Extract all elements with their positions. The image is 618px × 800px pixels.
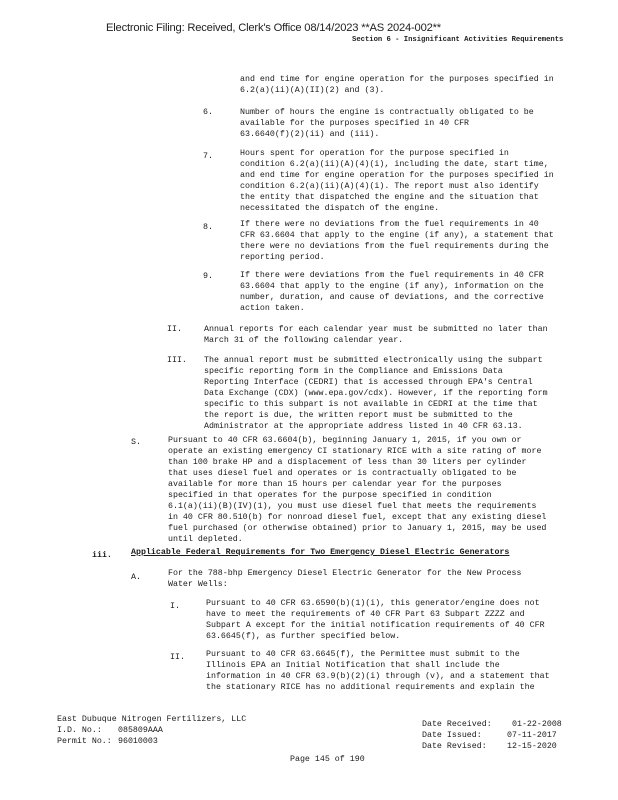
item-number: II. xyxy=(167,325,182,334)
text-line: Water Wells: xyxy=(168,580,228,589)
text-line: 6.2(a)(ii)(A)(II)(2) and (3). xyxy=(240,86,385,95)
text-line: specific reporting form in the Compliance and Emissions Data xyxy=(204,367,503,376)
text-line: Reporting Interface (CEDRI) that is accessed through EPA's Central xyxy=(204,378,533,387)
text-line: and end time for engine operation for the purposes specified in xyxy=(240,75,554,84)
text-line: specific to this subpart is not available in CEDRI at the time that xyxy=(204,400,538,409)
text-line: Data Exchange (CDX) (www.epa.gov/cdx). However, if the reporting form xyxy=(204,389,548,398)
text-line: available for more than 15 hours per calendar year for the purposes xyxy=(168,480,502,489)
text-line: March 31 of the following calendar year. xyxy=(204,336,404,345)
text-line: the entity that dispatched the engine and the situation that xyxy=(240,193,539,202)
text-line: If there were deviations from the fuel requirements in 40 CFR xyxy=(240,271,544,280)
text-line: Pursuant to 40 CFR 63.6604(b), beginning January 1, 2015, if you own or xyxy=(168,436,522,445)
date-received-label: Date Received: xyxy=(422,720,492,729)
text-line: Pursuant to 40 CFR 63.6645(f), the Permittee must submit to the xyxy=(206,650,520,659)
item-number: A. xyxy=(131,573,141,582)
permit-value: 96010003 xyxy=(118,737,158,746)
text-line: necessitated the dispatch of the engine. xyxy=(240,204,440,213)
text-line: action taken. xyxy=(240,304,305,313)
id-value: 085809AAA xyxy=(118,726,163,735)
text-line: Hours spent for operation for the purpose specified in xyxy=(240,149,509,158)
text-line: than 100 brake HP and a displacement of less than 30 liters per cylinder xyxy=(168,458,527,467)
text-line: Illinois EPA an Initial Notification that shall include the xyxy=(206,661,500,670)
text-line: 63.6604 that apply to the engine (if any), information on the xyxy=(240,282,544,291)
item-number: 6. xyxy=(203,108,213,117)
date-revised-value: 12-15-2020 xyxy=(507,742,557,751)
text-line: For the 788-bhp Emergency Diesel Electric Generator for the New Process xyxy=(168,569,522,578)
text-line: operate an existing emergency CI stationary RICE with a site rating of more xyxy=(168,447,542,456)
date-issued-value: 07-11-2017 xyxy=(507,731,557,740)
id-label: I.D. No.: xyxy=(57,726,102,735)
date-issued-label: Date Issued: xyxy=(422,731,482,740)
text-line: information in 40 CFR 63.9(b)(2)(i) through (v), and a statement that xyxy=(206,672,550,681)
section-heading: Applicable Federal Requirements for Two Emergency Diesel Electric Generators xyxy=(131,548,510,557)
date-revised-label: Date Revised: xyxy=(422,742,487,751)
text-line: there were no deviations from the fuel requirements during the xyxy=(240,242,549,251)
text-line: the stationary RICE has no additional requirements and explain the xyxy=(206,683,535,692)
item-number: II. xyxy=(170,653,185,662)
text-line: that uses diesel fuel and operates or is contractually obligated to be xyxy=(168,469,517,478)
text-line: condition 6.2(a)(ii)(A)(4)(i), including the date, start time, xyxy=(240,160,549,169)
page-number: Page 145 of 190 xyxy=(290,755,365,764)
text-line: CFR 63.6604 that apply to the engine (if any), a statement that xyxy=(240,231,554,240)
text-line: the report is due, the written report must be submitted to the xyxy=(204,411,513,420)
item-number: S. xyxy=(131,438,141,447)
item-number: 8. xyxy=(203,223,213,232)
text-line: fuel purchased (or otherwise obtained) prior to January 1, 2015, may be used xyxy=(168,524,547,533)
text-line: Number of hours the engine is contractually obligated to be xyxy=(240,108,534,117)
text-line: Pursuant to 40 CFR 63.6590(b)(1)(i), this generator/engine does not xyxy=(206,599,540,608)
text-line: and end time for engine operation for the purposes specified in xyxy=(240,171,554,180)
item-number: III. xyxy=(167,356,187,365)
text-line: The annual report must be submitted electronically using the subpart xyxy=(204,356,543,365)
text-line: number, duration, and cause of deviations, and the corrective xyxy=(240,293,544,302)
text-line: in 40 CFR 80.510(b) for nonroad diesel fuel, except that any existing diesel xyxy=(168,513,547,522)
text-line: 63.6640(f)(2)(ii) and (iii). xyxy=(240,130,380,139)
text-line: Subpart A except for the initial notification requirements of 40 CFR xyxy=(206,621,545,630)
text-line: have to meet the requirements of 40 CFR Part 63 Subpart ZZZZ and xyxy=(206,610,525,619)
item-number: I. xyxy=(170,602,180,611)
text-line: specified in that operates for the purpose specified in condition xyxy=(168,491,492,500)
text-line: Annual reports for each calendar year must be submitted no later than xyxy=(204,325,548,334)
text-line: If there were no deviations from the fuel requirements in 40 xyxy=(240,220,539,229)
company-name: East Dubuque Nitrogen Fertilizers, LLC xyxy=(57,715,247,724)
text-line: 63.6645(f), as further specified below. xyxy=(206,632,401,641)
text-line: condition 6.2(a)(ii)(A)(4)(i). The report must also identify xyxy=(240,182,539,191)
section-number: iii. xyxy=(92,551,112,560)
text-line: Administrator at the appropriate address listed in 40 CFR 63.13. xyxy=(204,422,523,431)
item-number: 9. xyxy=(203,272,213,281)
text-line: reporting period. xyxy=(240,253,325,262)
item-number: 7. xyxy=(203,152,213,161)
permit-label: Permit No.: xyxy=(57,737,112,746)
section-header: Section 6 - Insignificant Activities Requirements xyxy=(352,36,564,44)
filing-banner: Electronic Filing: Received, Clerk's Office 08/14/2023 **AS 2024-002** xyxy=(106,22,441,34)
text-line: available for the purposes specified in 40 CFR xyxy=(240,119,470,128)
text-line: until depleted. xyxy=(168,535,243,544)
date-received-value: 01-22-2008 xyxy=(512,720,562,729)
text-line: 6.1(a)(ii)(B)(IV)(1), you must use diesel fuel that meets the requirements xyxy=(168,502,537,511)
